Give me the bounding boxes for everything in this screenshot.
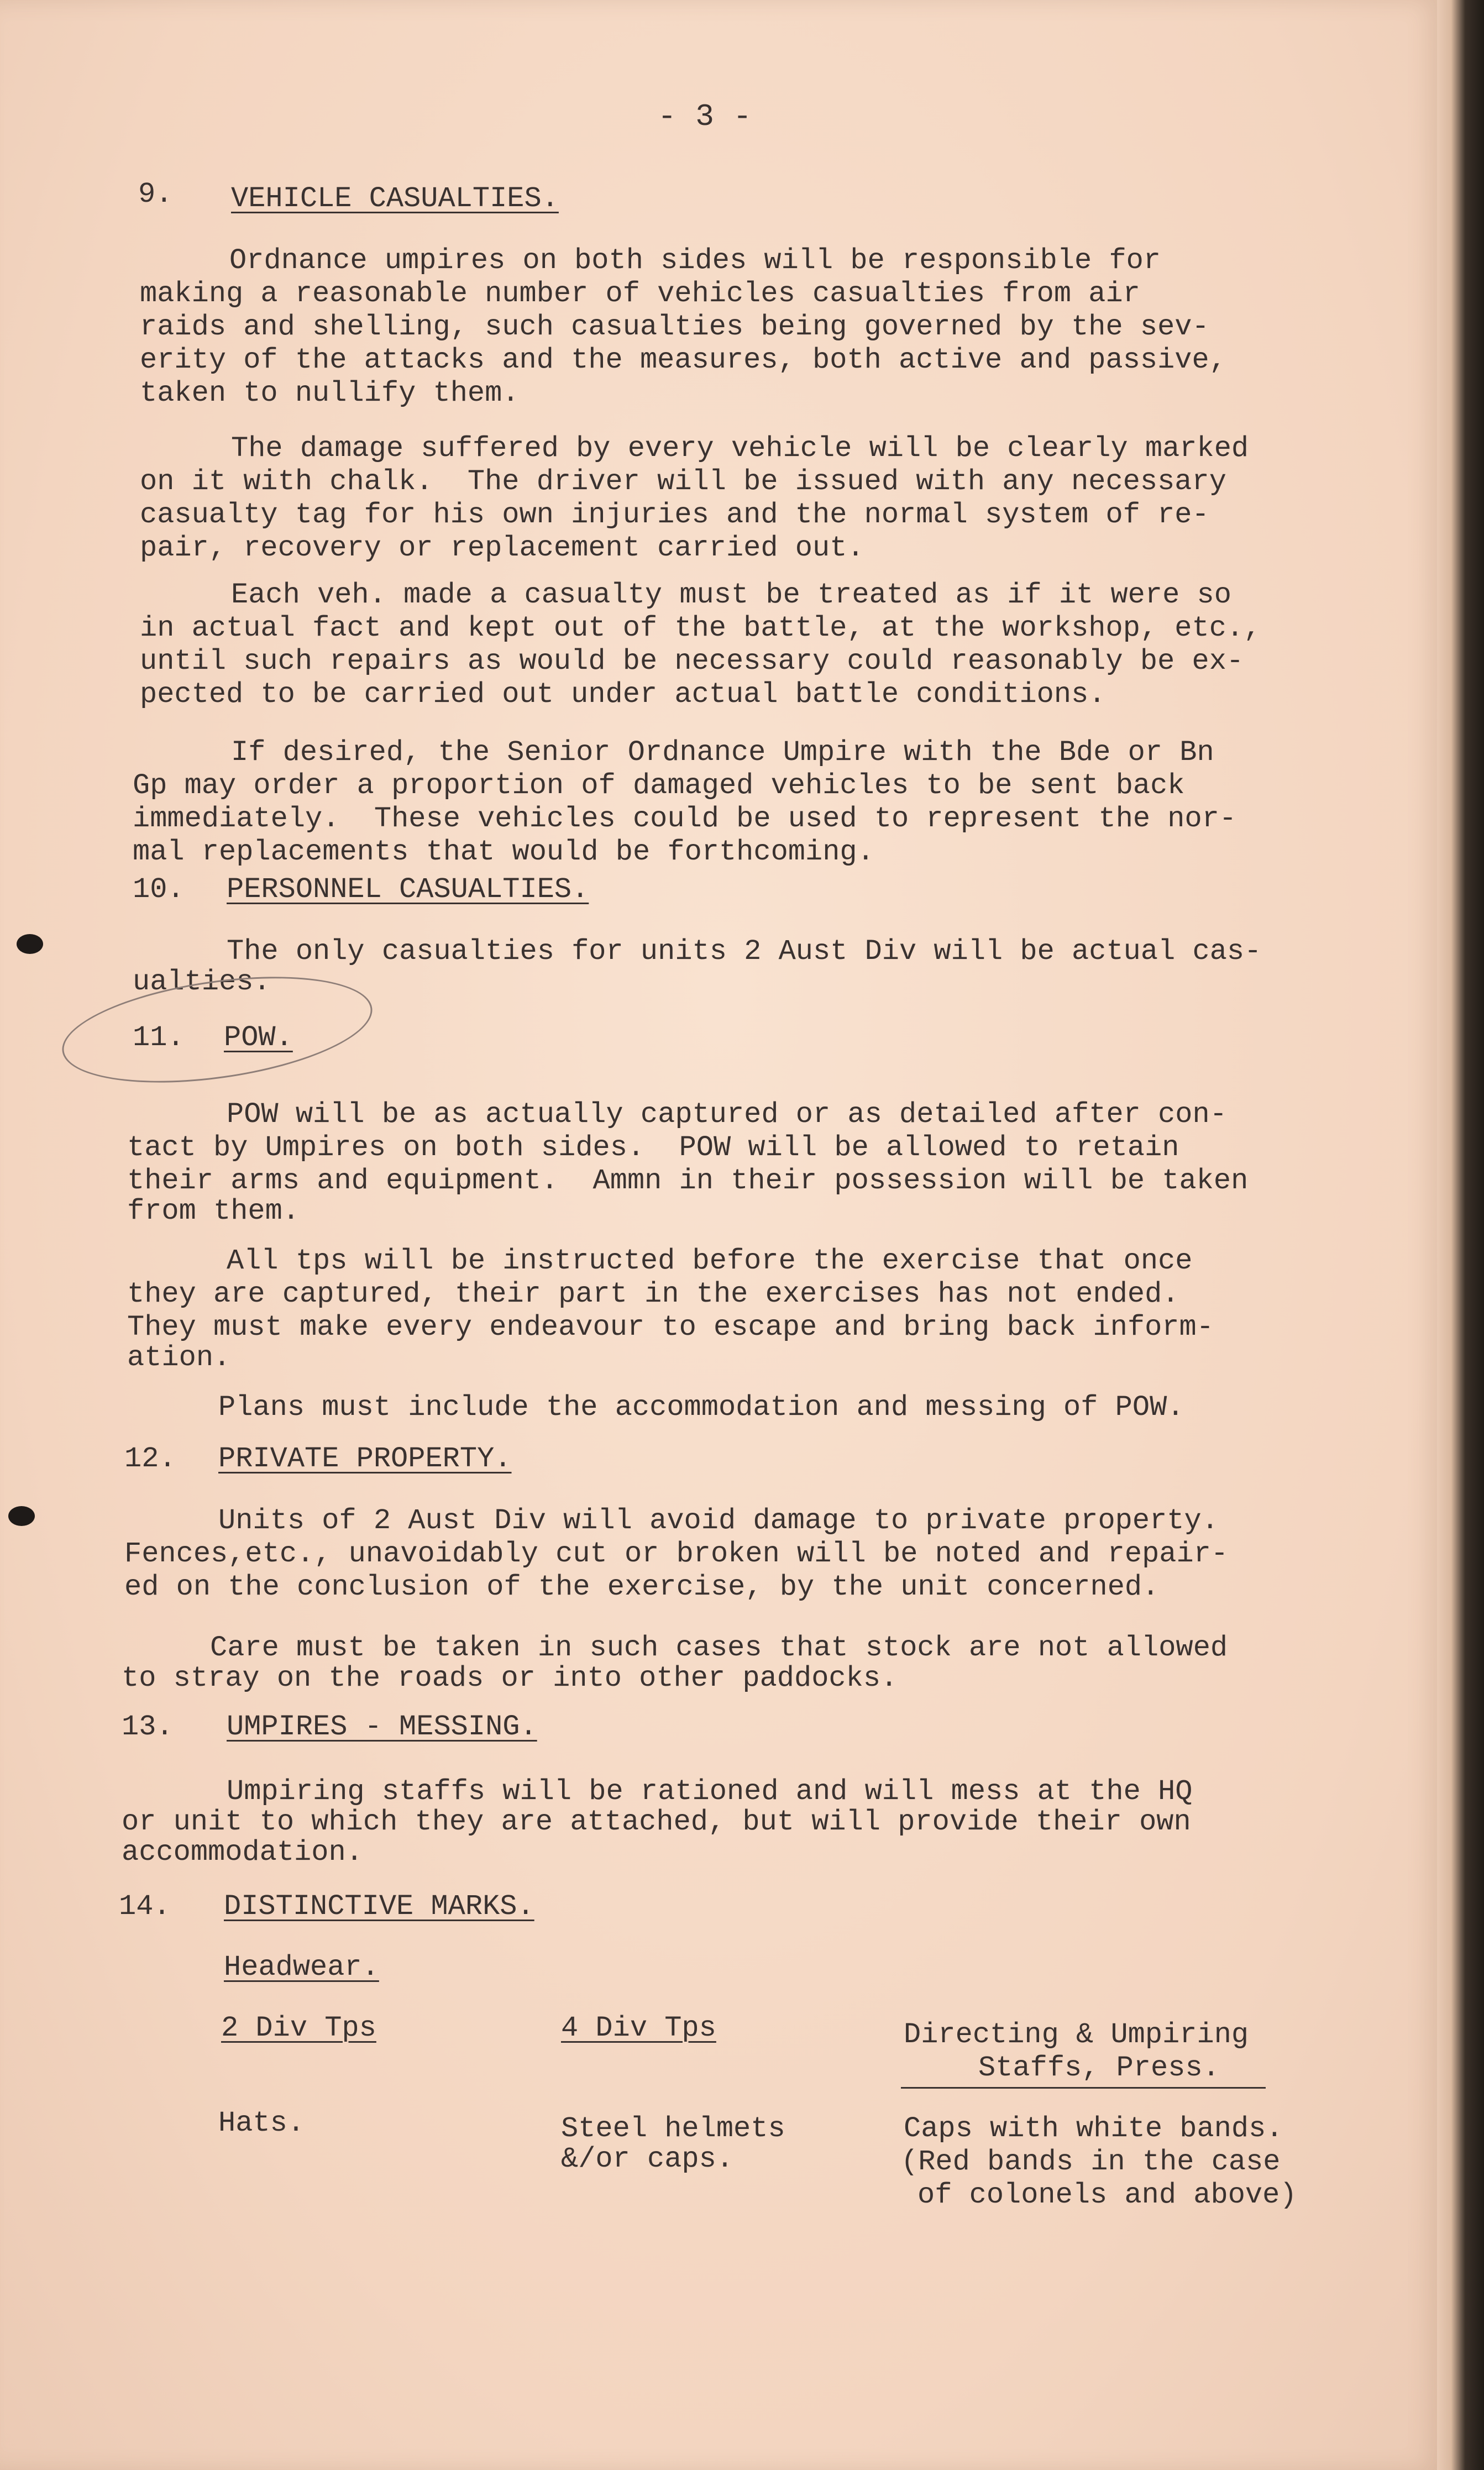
text-line: or unit to which they are attached, but will provide their own bbox=[122, 1806, 1191, 1838]
table-cell: Hats. bbox=[218, 2107, 305, 2139]
table-cell: of colonels and above) bbox=[917, 2179, 1297, 2211]
text-line: from them. bbox=[127, 1195, 300, 1228]
text-line: erity of the attacks and the measures, both active and passive, bbox=[140, 344, 1226, 376]
text-line: Plans must include the accommodation and messing of POW. bbox=[218, 1391, 1184, 1424]
table-cell: Steel helmets bbox=[561, 2112, 785, 2145]
punch-hole bbox=[17, 934, 43, 954]
text-line: to stray on the roads or into other paddocks. bbox=[122, 1662, 898, 1695]
text-line: All tps will be instructed before the exercise that once bbox=[227, 1245, 1193, 1277]
text-line: ualties. bbox=[133, 966, 271, 998]
column-header-line: Directing & Umpiring bbox=[904, 2018, 1249, 2051]
text-line: taken to nullify them. bbox=[140, 377, 520, 410]
text-line: casualty tag for his own injuries and the normal system of re- bbox=[140, 499, 1209, 531]
section-heading: VEHICLE CASUALTIES. bbox=[231, 182, 559, 215]
text-line: Each veh. made a casualty must be treated as if it were so bbox=[231, 579, 1231, 611]
text-line: tact by Umpires on both sides. POW will be allowed to retain bbox=[127, 1131, 1179, 1164]
text-line: ed on the conclusion of the exercise, by the unit concerned. bbox=[124, 1571, 1160, 1603]
column-header-line: Staffs, Press. bbox=[978, 2052, 1220, 2084]
text-line: If desired, the Senior Ordnance Umpire with the Bde or Bn bbox=[231, 736, 1214, 769]
section-number: 14. bbox=[119, 1890, 171, 1923]
text-line: mal replacements that would be forthcoming. bbox=[133, 836, 874, 868]
text-line: Units of 2 Aust Div will avoid damage to private property. bbox=[218, 1504, 1219, 1537]
column-header: 4 Div Tps bbox=[561, 2012, 716, 2044]
section-number: 11. bbox=[133, 1021, 185, 1054]
text-line: making a reasonable number of vehicles casualties from air bbox=[140, 277, 1140, 310]
section-number: 9. bbox=[138, 178, 173, 211]
subheading: Headwear. bbox=[224, 1951, 379, 1984]
text-line: until such repairs as would be necessary could reasonably be ex- bbox=[140, 645, 1244, 678]
section-heading: PERSONNEL CASUALTIES. bbox=[227, 873, 589, 906]
page-number: - 3 - bbox=[658, 99, 752, 134]
text-line: their arms and equipment. Ammn in their possession will be taken bbox=[127, 1165, 1249, 1197]
header-underline bbox=[901, 2087, 1266, 2089]
section-number: 12. bbox=[124, 1443, 176, 1475]
text-line: ation. bbox=[127, 1341, 231, 1374]
section-heading: PRIVATE PROPERTY. bbox=[218, 1443, 512, 1475]
hand-drawn-circle bbox=[56, 959, 379, 1099]
section-heading: UMPIRES - MESSING. bbox=[227, 1711, 537, 1743]
text-line: Fences,etc., unavoidably cut or broken will be noted and repair- bbox=[124, 1538, 1229, 1570]
text-line: in actual fact and kept out of the battle, at the workshop, etc., bbox=[140, 612, 1261, 644]
text-line: accommodation. bbox=[122, 1836, 363, 1869]
table-cell: Caps with white bands. bbox=[904, 2112, 1283, 2145]
text-line: Gp may order a proportion of damaged vehicles to be sent back bbox=[133, 769, 1185, 802]
table-cell: &/or caps. bbox=[561, 2143, 734, 2175]
text-line: pair, recovery or replacement carried out. bbox=[140, 532, 864, 564]
section-number: 10. bbox=[133, 873, 185, 906]
text-line: POW will be as actually captured or as detailed after con- bbox=[227, 1098, 1227, 1131]
column-header: 2 Div Tps bbox=[221, 2012, 376, 2044]
text-line: raids and shelling, such casualties being governed by the sev- bbox=[140, 311, 1209, 343]
text-line: Ordnance umpires on both sides will be responsible for bbox=[229, 244, 1161, 277]
table-cell: (Red bands in the case bbox=[901, 2146, 1281, 2178]
text-line: immediately. These vehicles could be used to represent the nor- bbox=[133, 803, 1237, 835]
punch-hole bbox=[8, 1506, 35, 1526]
section-heading: DISTINCTIVE MARKS. bbox=[224, 1890, 534, 1923]
text-line: they are captured, their part in the exercises has not ended. bbox=[127, 1278, 1179, 1310]
text-line: on it with chalk. The driver will be issued with any necessary bbox=[140, 465, 1226, 498]
text-line: The damage suffered by every vehicle will be clearly marked bbox=[231, 432, 1249, 465]
section-number: 13. bbox=[122, 1711, 174, 1743]
text-line: The only casualties for units 2 Aust Div will be actual cas- bbox=[227, 935, 1262, 968]
text-line: They must make every endeavour to escape and bring back inform- bbox=[127, 1311, 1214, 1344]
section-heading: POW. bbox=[224, 1021, 293, 1054]
text-line: Umpiring staffs will be rationed and will mess at the HQ bbox=[227, 1775, 1193, 1808]
text-line: pected to be carried out under actual battle conditions. bbox=[140, 678, 1106, 711]
page-edge bbox=[1437, 0, 1484, 2470]
text-line: Care must be taken in such cases that stock are not allowed bbox=[210, 1632, 1228, 1664]
